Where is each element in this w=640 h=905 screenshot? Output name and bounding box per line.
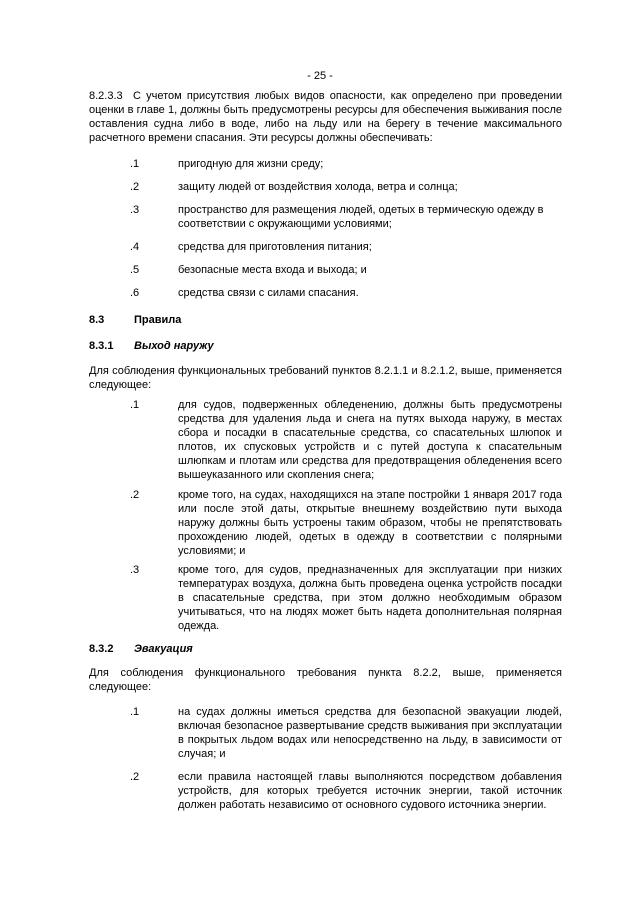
section-number: 8.3 xyxy=(89,314,105,326)
list-item-text: кроме того, для судов, предназначенных для эксплуатации при низких температурах воздуха, должна быть проведена оценка устройств посадки в спасательные средства, при этом должно необходимым образом учитываться, что на людях может быть надета дополнительная полярная одежда. xyxy=(178,564,562,632)
section-title: Правила xyxy=(134,314,182,326)
list-item-text: кроме того, на судах, находящихся на этапе постройки 1 января 2017 года или после этой даты, открытые внешнему воздействию пути выхода наружу должны быть устроены таким образом, чтобы не препятствовать прохождению людей, одетых в одежду в соответствии с полярными условиями; и xyxy=(178,489,562,557)
subsection-title: Эвакуация xyxy=(134,643,193,655)
list-item-text: безопасные места входа и выхода; и xyxy=(178,264,367,276)
list-item-number: .2 xyxy=(130,489,140,501)
list-item-number: .3 xyxy=(130,564,140,576)
list-item-text: средства для приготовления питания; xyxy=(178,241,372,253)
list-item-text: если правила настоящей главы выполняются посредством добавления устройств, для которых требуется источник энергии, такой источник должен работать независимо от основного судового источника энергии. xyxy=(178,771,562,811)
list-item-number: .1 xyxy=(130,706,140,718)
subsection-number: 8.3.1 xyxy=(89,340,114,352)
intro-paragraph xyxy=(89,89,562,145)
list-item-text: защиту людей от воздействия холода, ветра и солнца; xyxy=(178,181,458,193)
list-item-number: .4 xyxy=(130,241,140,253)
subsection-intro: Для соблюдения функциональных требований пунктов 8.2.1.1 и 8.2.1.2, выше, применяется следующее: xyxy=(89,365,562,391)
list-item-number: .5 xyxy=(130,264,140,276)
list-item-text: для судов, подверженных обледенению, должны быть предусмотрены средства для удаления льда и снега на путях выхода наружу, в местах сбора и посадки в спасательные средства, со спасательных шлюпок и плотов, их спусковых устройств и с путей доступа к спасательным шлюпкам и плотам или средства для предотвращения обледенения всего вышеуказанного или скопления снега; xyxy=(178,399,562,481)
list-item-number: .3 xyxy=(130,204,140,216)
list-item-number: .6 xyxy=(130,287,140,299)
page-number: - 25 - xyxy=(307,70,333,82)
list-item-number: .1 xyxy=(130,399,140,411)
subsection-number: 8.3.2 xyxy=(89,643,114,655)
subsection-title: Выход наружу xyxy=(134,340,214,352)
list-item-number: .2 xyxy=(130,771,140,783)
intro-number: 8.2.3.3 xyxy=(89,90,123,102)
intro-text: С учетом присутствия любых видов опасности, как определено при проведении оценки в главе 1, должны быть предусмотрены ресурсы для обеспечения выживания после оставления судна либо в воде, либо на льду или на берегу в течение максимального расчетного времени спасания. Эти ресурсы должны обеспечивать: xyxy=(89,90,562,144)
list-item-number: .2 xyxy=(130,181,140,193)
list-item-text: на судах должны иметься средства для безопасной эвакуации людей, включая безопасное развертывание средств выживания при эксплуатации в покрытых льдом водах или непосредственно на льду, в зависимости от случая; и xyxy=(178,706,562,760)
list-item-text: средства связи с силами спасания. xyxy=(178,287,359,299)
list-item-number: .1 xyxy=(130,158,140,170)
list-item-text: пространство для размещения людей, одетых в термическую одежду в соответствии с окружающими условиями; xyxy=(178,204,544,230)
subsection-intro: Для соблюдения функционального требования пункта 8.2.2, выше, применяется следующее: xyxy=(89,667,562,693)
list-item-text: пригодную для жизни среду; xyxy=(178,158,324,170)
